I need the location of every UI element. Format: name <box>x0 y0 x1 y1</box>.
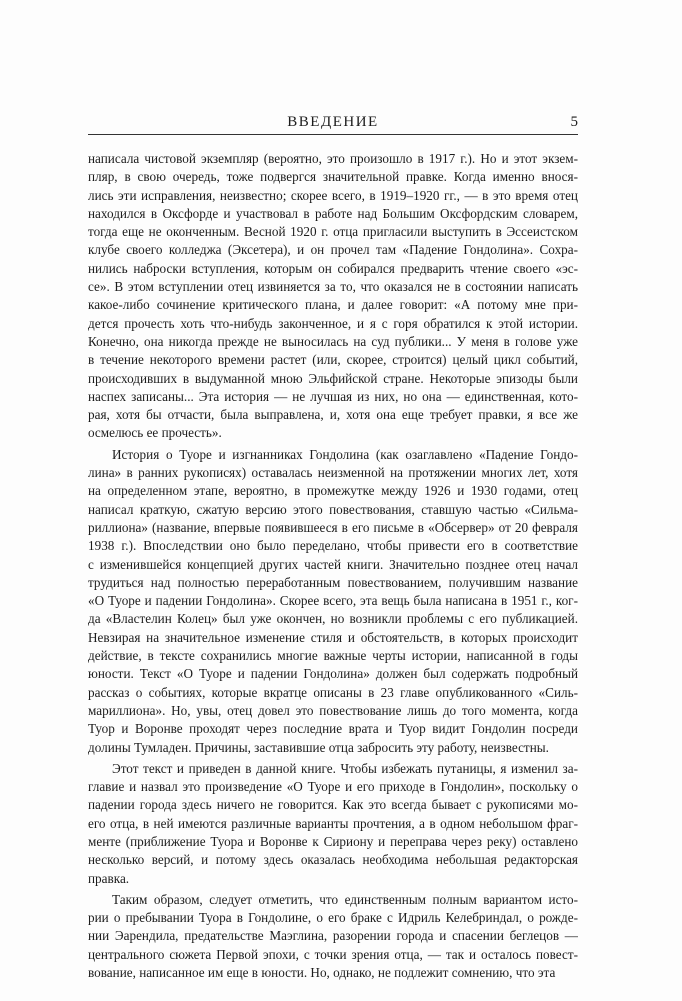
text-line: се». В этом вступлении отец извиняется за то, что оказался не в состоянии написать <box>88 279 578 295</box>
chapter-title: ВВЕДЕНИЕ <box>287 114 379 130</box>
text-line: пляр, в свою очередь, тоже подвергся значительной правке. Когда именно внося- <box>88 169 578 185</box>
text-line: да «Властелин Колец» был уже окончен, но возникли проблемы с его публикацией. <box>88 611 578 627</box>
text-line: осмелюсь ее прочесть». <box>88 425 222 441</box>
text-line: несколько версий, и потому здесь оказалась необходима небольшая редакторская <box>88 852 578 868</box>
text-line: 1938 г.). Впоследствии оно было переделано, чтобы привести его в соответствие <box>88 538 578 554</box>
text-line: действие, в тексте сохранились многие важные черты истории, написанной в годы <box>88 648 578 664</box>
text-line: наспех записаны... Эта история — не лучшая из них, но она — единственная, кото- <box>88 388 578 404</box>
text-line: тогда еще не оконченным. Весной 1920 г. отца пригласили выступить в Эссеистском <box>88 224 578 240</box>
text-line: написала чистовой экземпляр (вероятно, это произошло в 1917 г.). Но и этот экзем- <box>88 151 578 166</box>
text-line: лина» в ранних рукописях) оставалась неизменной на протяжении многих лет, хотя <box>88 465 578 481</box>
text-line: Таким образом, следует отметить, что единственным полным вариантом исто- <box>112 891 578 907</box>
text-line: Конечно, она никогда прежде не выносилась на суд публики... У меня в голове уже <box>88 333 578 349</box>
text-line: падении города здесь ничего не говорится. Как это всегда бывает с рукописями мо- <box>88 797 578 813</box>
text-line: Этот текст и приведен в данной книге. Чтобы избежать путаницы, я изменил за- <box>112 760 578 776</box>
text-line: «О Туоре и падении Гондолина». Скорее всего, эта вещь была написана в 1951 г., ког- <box>88 593 578 609</box>
text-line: мариллиона». Но, увы, отец довел это повествование лишь до того момента, когда <box>88 702 578 718</box>
text-line: правка. <box>88 870 130 886</box>
text-line: какое-либо сочинение критического плана, и далее говорит: «А потому мне при- <box>88 297 578 313</box>
text-line: долины Тумладен. Причины, заставившие отца забросить эту работу, неизвестны. <box>88 739 549 755</box>
text-line: История о Туоре и изгнанниках Гондолина (как озаглавлено «Падение Гондо- <box>112 446 578 462</box>
text-line: его отца, в ней имеются различные варианты прочтения, а в одном небольшом фраг- <box>88 815 578 831</box>
text-line: клубе своего колледжа (Эксетера), и он прочел там «Падение Гондолина». Сохра- <box>88 242 578 258</box>
text-line: трудиться над полностью переработанным повествованием, получившим название <box>88 574 578 590</box>
text-line: Туор и Воронве проходят через последние врата и Туор видит Гондолин посреди <box>88 721 578 737</box>
text-line: рая, хотя бы отчасти, была выправлена, и, хотя она еще требует правки, я все же <box>88 407 578 423</box>
text-line: центрального сюжета Первой эпохи, с точки зрения отца, — так и осталось повест- <box>88 946 578 962</box>
text-line: вование, написанное им еще в юности. Но, однако, не подлежит сомнению, что эта <box>88 965 556 981</box>
text-line: в течение некоторого времени растет (или, скорее, строится) целый цикл событий, <box>88 352 578 368</box>
text-line: рии о пребывании Туора в Гондолине, о его браке с Идриль Келебриндал, о рожде- <box>88 910 578 926</box>
text-line: дется прочесть хоть что-нибудь законченное, и я с горя обратился к этой истории. <box>88 315 578 331</box>
body-text <box>88 150 578 982</box>
text-line: происходивших в выдуманной мною Эльфийской стране. Некоторые эпизоды были <box>88 370 578 386</box>
text-line: написал краткую, сжатую версию этого повествования, ставшую частью «Сильма- <box>88 501 578 517</box>
text-line: на определенном этапе, вероятно, в промежутке между 1926 и 1930 годами, отец <box>88 483 578 499</box>
text-line: главие и назвал это произведение «О Туоре и его приходе в Гондолин», поскольку о <box>88 779 578 795</box>
header-rule <box>88 134 578 135</box>
paragraph <box>88 891 578 982</box>
text-line: с изменившейся концепцией других частей книги. Значительно позднее отец начал <box>88 556 578 572</box>
text-line: находился в Оксфорде и участвовал в работе над Большим Оксфордским словарем, <box>88 205 578 221</box>
running-head <box>88 112 578 132</box>
text-line: менте (приближение Туора и Воронве к Сириону и переправа через реку) оставлено <box>88 833 578 849</box>
text-line: лись эти исправления, неизвестно; скорее всего, в 1919–1920 гг., — в это время отец <box>88 187 578 203</box>
paragraph <box>88 446 578 757</box>
text-line: Невзирая на значительное изменение стиля и обстоятельств, в которых происходит <box>88 629 578 645</box>
text-line: риллиона» (название, впервые появившееся в его письме в «Обсервер» от 20 февраля <box>88 519 578 535</box>
paragraph <box>88 150 578 443</box>
text-line: нились наброски вступления, которым он собирался предварить чтение своего «эс- <box>88 260 578 276</box>
text-line: рассказ о событиях, которые вкратце описаны в 23 главе опубликованного «Силь- <box>88 684 578 700</box>
text-line: юности. Текст «О Туоре и падении Гондолина» должен был содержать подробный <box>88 666 578 682</box>
paragraph <box>88 760 578 888</box>
text-line: нии Эарендила, предательстве Маэглина, разорении города и спасении беглецов — <box>88 928 578 944</box>
page-number: 5 <box>570 114 578 130</box>
